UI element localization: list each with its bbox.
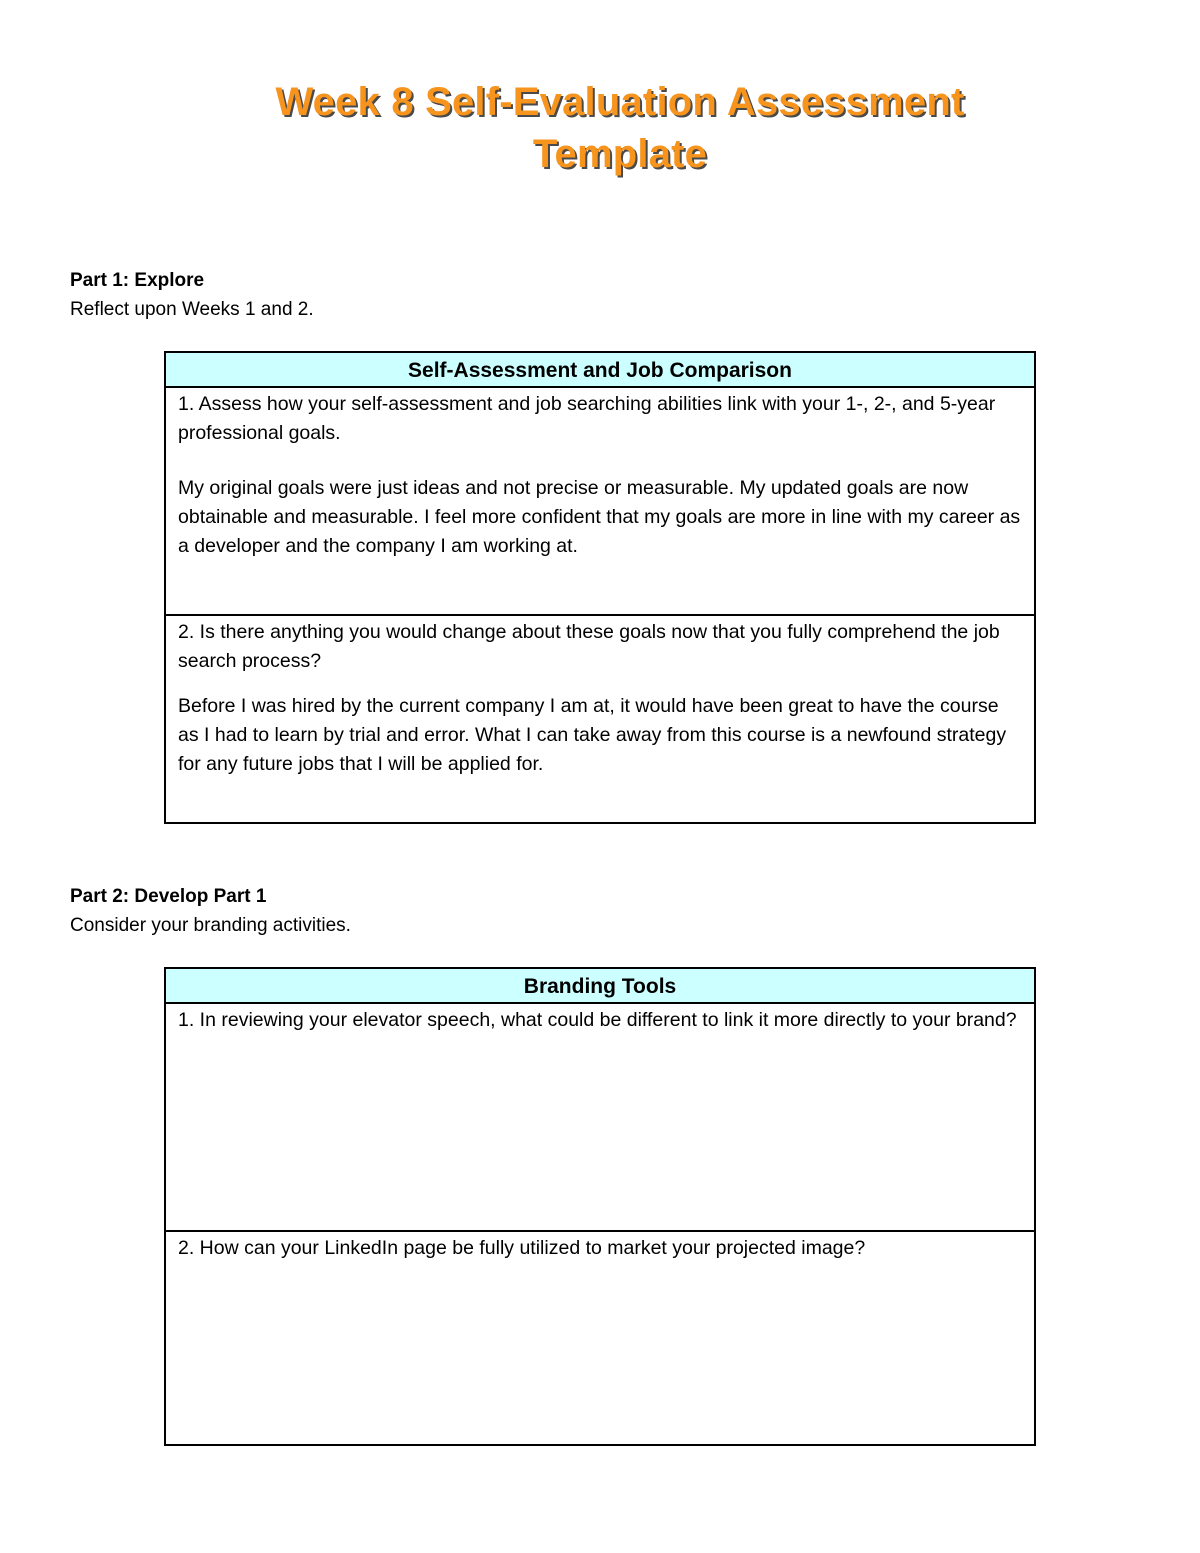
self-assessment-table <box>164 351 1036 824</box>
self-assessment-answer-1: My original goals were just ideas and not precise or measurable. My updated goals are now obtainable and measurable. I feel more confident that my goals are more in line with my career as a developer and the company I am working at. <box>178 477 1021 557</box>
branding-tools-table-header: Branding Tools <box>166 969 1034 1004</box>
part2-description: Consider your branding activities. <box>70 915 351 936</box>
branding-question-2: 2. How can your LinkedIn page be fully utilized to market your projected image? <box>178 1237 866 1259</box>
self-assessment-answer-2: Before I was hired by the current company I am at, it would have been great to have the course as I had to learn by trial and error. What I can take away from this course is a newfound strategy for any future jobs that I will be applied for. <box>178 695 1007 775</box>
branding-question-1: 1. In reviewing your elevator speech, what could be different to link it more directly to your brand? <box>178 1009 1017 1031</box>
self-assessment-question-1: 1. Assess how your self-assessment and job searching abilities link with your 1-, 2-, and 5-year professional goals. <box>178 393 996 444</box>
branding-tools-table <box>164 967 1036 1446</box>
branding-question-1-cell <box>166 1004 1034 1230</box>
self-assessment-question-1-cell <box>166 388 1034 614</box>
part2-section-header <box>70 882 351 940</box>
part1-section-header <box>70 266 314 324</box>
self-assessment-question-2-cell <box>166 614 1034 822</box>
self-assessment-question-2: 2. Is there anything you would change about these goals now that you fully comprehend the job search process? <box>178 621 1000 672</box>
branding-question-2-cell <box>166 1230 1034 1444</box>
self-assessment-table-header: Self-Assessment and Job Comparison <box>166 353 1034 388</box>
part1-heading: Part 1: Explore <box>70 270 205 291</box>
document-title-line-2: Template <box>532 132 708 176</box>
part1-description: Reflect upon Weeks 1 and 2. <box>70 299 314 320</box>
document-title <box>0 76 1200 180</box>
part2-heading: Part 2: Develop Part 1 <box>70 886 267 907</box>
document-title-line-1: Week 8 Self-Evaluation Assessment <box>275 80 965 124</box>
